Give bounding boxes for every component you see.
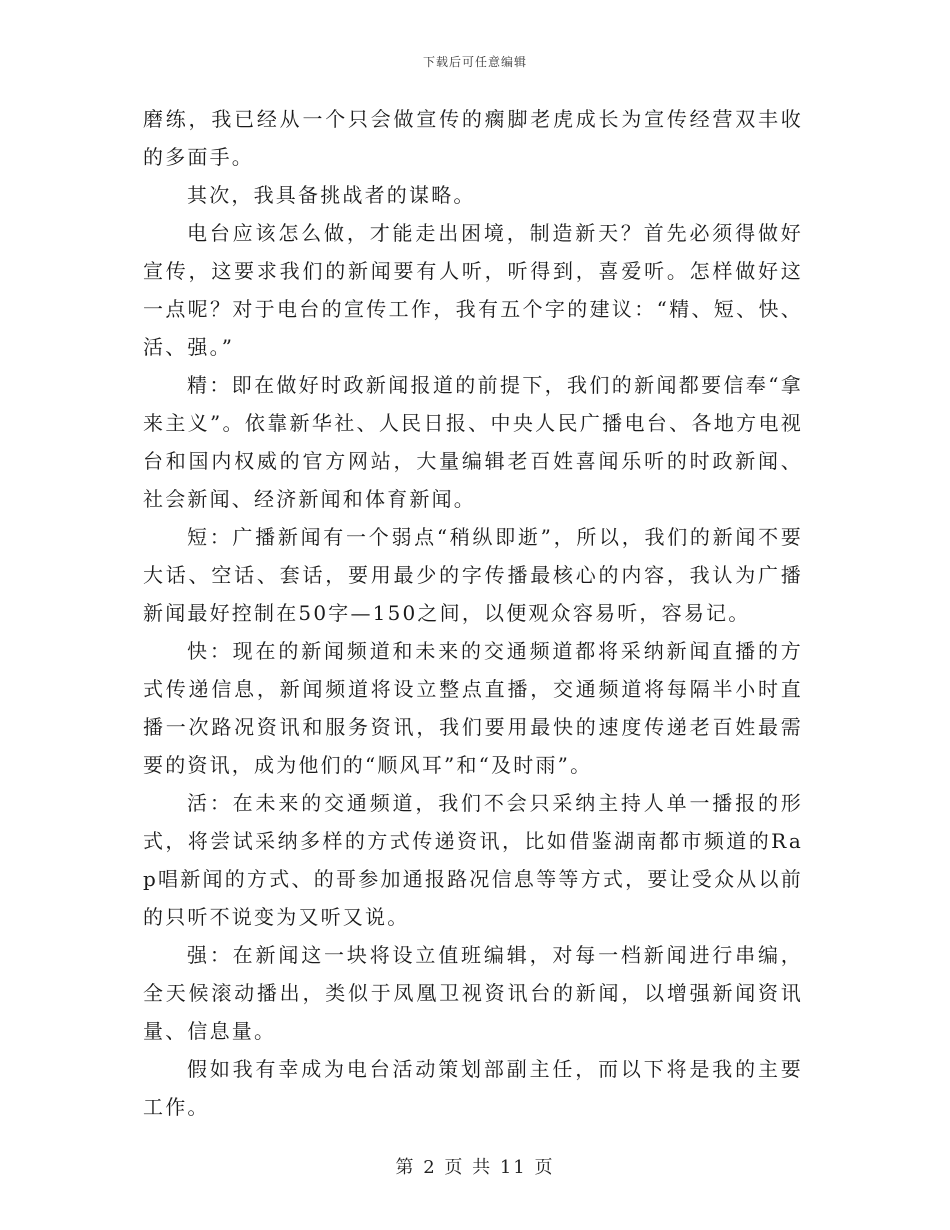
paragraph-6: 快：现在的新闻频道和未来的交通频道都将采纳新闻直播的方式传递信息，新闻频道将设立整点直播，交通频道将每隔半小时直播一次路况资讯和服务资讯，我们要用最快的速度传递老百姓最需要的资讯，成为他们的“顺风耳”和“及时雨”。: [143, 639, 803, 777]
document-body: [143, 100, 803, 1126]
paragraph-9: 假如我有幸成为电台活动策划部副主任，而以下将是我的主要工作。: [143, 1057, 803, 1119]
page-number-footer: 第 2 页 共 11 页: [395, 1157, 555, 1178]
paragraph-7: 活：在未来的交通频道，我们不会只采纳主持人单一播报的形式，将尝试采纳多样的方式传递资讯，比如借鉴湖南都市频道的Rap唱新闻的方式、的哥参加通报路况信息等等方式，要让受众从以前的只听不说变为又听又说。: [143, 791, 803, 929]
paragraph-1: 磨练，我已经从一个只会做宣传的瘸脚老虎成长为宣传经营双丰收的多面手。: [143, 107, 803, 169]
paragraph-8: 强：在新闻这一块将设立值班编辑，对每一档新闻进行串编，全天候滚动播出，类似于凤凰卫视资讯台的新闻，以增强新闻资讯量、信息量。: [143, 943, 803, 1043]
paragraph-3: 电台应该怎么做，才能走出困境，制造新天？首先必须得做好宣传，这要求我们的新闻要有人听，听得到，喜爱听。怎样做好这一点呢？对于电台的宣传工作，我有五个字的建议：“精、短、快、活、强。”: [143, 221, 803, 359]
page-header: 下载后可任意编辑: [422, 55, 527, 69]
paragraph-4: 精：即在做好时政新闻报道的前提下，我们的新闻都要信奉“拿来主义”。依靠新华社、人民日报、中央人民广播电台、各地方电视台和国内权威的官方网站，大量编辑老百姓喜闻乐听的时政新闻、社会新闻、经济新闻和体育新闻。: [143, 373, 803, 511]
paragraph-5: 短：广播新闻有一个弱点“稍纵即逝”，所以，我们的新闻不要大话、空话、套话，要用最少的字传播最核心的内容，我认为广播新闻最好控制在50字—150之间，以便观众容易听，容易记。: [143, 525, 803, 625]
paragraph-2: 其次，我具备挑战者的谋略。: [187, 183, 476, 207]
